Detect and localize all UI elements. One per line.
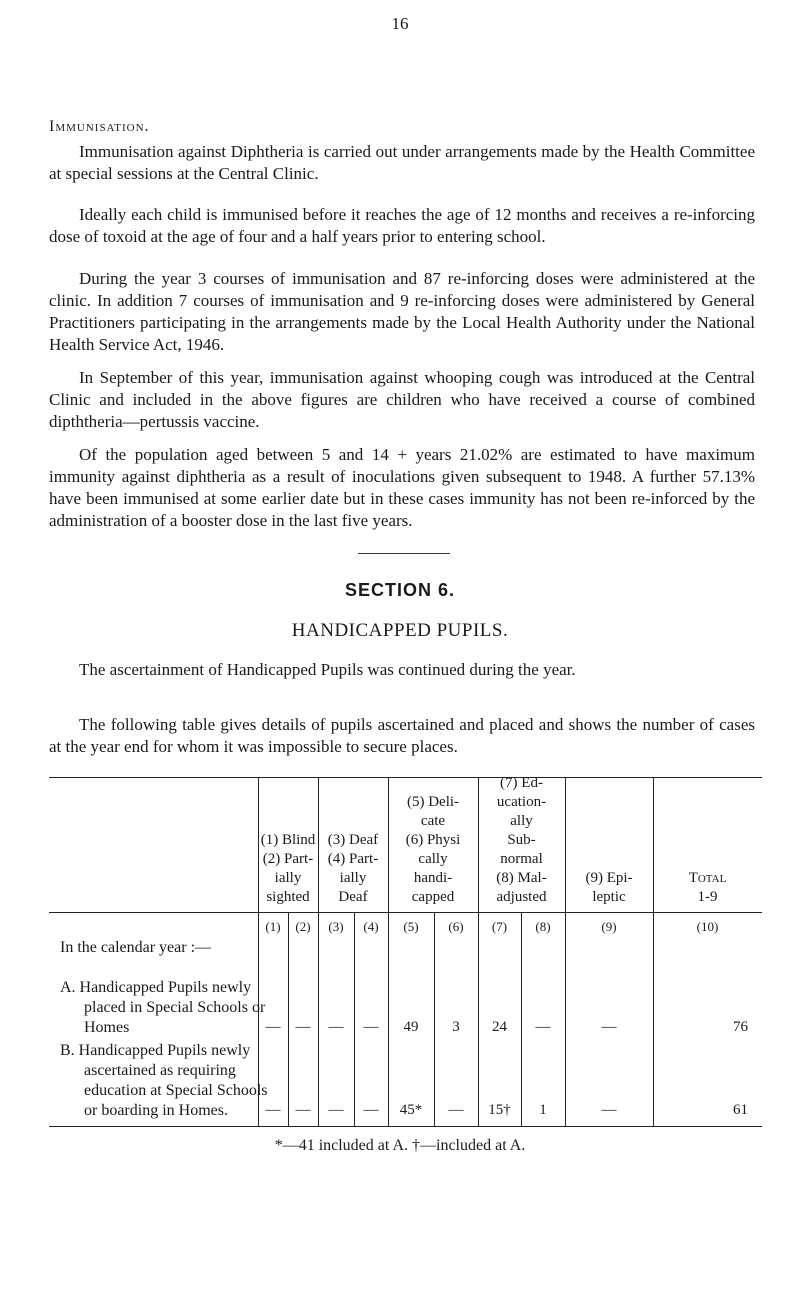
immunisation-paragraph-5: Of the population aged between 5 and 14 + years 21.02% are estimated to have maximum immunity against diphtheria as a result of inoculations given subsequent to 1948. A further 57.13% have been immunised at some earlier date but in these cases immunity has not been re-inforced by the administration of a booster dose in the last five years. (49, 445, 755, 530)
column-number: (8) (535, 919, 551, 934)
column-number: (2) (295, 919, 311, 934)
table-intro-label: In the calendar year :— (60, 939, 212, 956)
column-number: (10) (696, 919, 719, 934)
column-number: (9) (601, 919, 617, 934)
cell-a-2: — (295, 1019, 311, 1035)
immunisation-heading: Immunisation. (49, 118, 150, 135)
section-paragraph-1: The ascertainment of Handicapped Pupils was continued during the year. (79, 660, 576, 679)
table-bottom-rule (49, 1126, 762, 1127)
section-paragraph-2: The following table gives details of pupils ascertained and placed and shows the number of cases at the year end for whom it was impossible to secure places. (49, 715, 755, 756)
cell-a-5: 49 (403, 1019, 419, 1035)
cell-b-2: — (295, 1102, 311, 1118)
immunisation-paragraph-2: Ideally each child is immunised before it reaches the age of 12 months and receives a re-inforcing dose of toxoid at the age of four and a half years prior to entering school. (49, 205, 755, 246)
column-number: (7) (491, 919, 508, 934)
immunisation-paragraph-4: In September of this year, immunisation against whooping cough was introduced at the Central Clinic and included in the above figures are children who have received a course of combined dipththeria—pertussis vaccine. (49, 368, 755, 431)
cell-a-9: — (601, 1019, 617, 1035)
row-label-a: A. Handicapped Pupils newly placed in Special Schools or Homes (60, 979, 266, 1036)
cell-b-7: 15† (488, 1102, 511, 1118)
cell-a-8: — (535, 1019, 551, 1035)
cell-b-3: — (328, 1102, 344, 1118)
header-delicate-physically-handicapped: (5) Deli- cate (6) Physi cally handi- capped (405, 794, 461, 905)
header-blind: (1) Blind (2) Part- ially sighted (260, 832, 316, 905)
cell-b-9: — (601, 1102, 617, 1118)
header-epileptic: (9) Epi- leptic (585, 870, 633, 905)
cell-a-1: — (265, 1019, 281, 1035)
table-header-rule (49, 912, 762, 913)
cell-b-5: 45* (399, 1102, 423, 1118)
cell-b-6: — (448, 1102, 464, 1118)
column-number: (4) (363, 919, 379, 934)
header-deaf: (3) Deaf (4) Part- ially Deaf (327, 832, 379, 905)
cell-b-1: — (265, 1102, 281, 1118)
column-number: (5) (403, 919, 419, 934)
table-footnote: *—41 included at A. †—included at A. (274, 1137, 526, 1154)
table-top-rule (49, 777, 762, 778)
section-divider (358, 553, 450, 554)
immunisation-paragraph-3: During the year 3 courses of immunisation and 87 re-inforcing doses were administered at the clinic. In addition 7 courses of immunisation and 9 re-inforcing doses were administered by General Practitioners participating in the arrangements made by the Local Health Authority under the National Health Service Act, 1946. (49, 269, 755, 354)
cell-a-4: — (363, 1019, 379, 1035)
section-subheading: HANDICAPPED PUPILS. (291, 620, 509, 641)
cell-b-4: — (363, 1102, 379, 1118)
page-number: 16 (391, 14, 409, 33)
column-number: (3) (328, 919, 344, 934)
header-educationally-subnormal-maladjusted: (7) Ed- ucation- ally Sub- normal (8) Mal- adjusted (496, 775, 547, 905)
cell-a-7: 24 (492, 1019, 507, 1035)
row-label-b: B. Handicapped Pupils newly ascertained as requiring education at Special Schools or boarding in Homes. (60, 1042, 268, 1119)
cell-b-8: 1 (539, 1102, 547, 1118)
column-number: (6) (448, 919, 464, 934)
header-total: Total 1-9 (688, 870, 727, 905)
immunisation-paragraph-1: Immunisation against Diphtheria is carried out under arrangements made by the Health Committee at special sessions at the Central Clinic. (49, 142, 755, 183)
section-heading: SECTION 6. (344, 580, 456, 600)
cell-a-3: — (328, 1019, 344, 1035)
column-number: (1) (265, 919, 281, 934)
cell-a-6: 3 (452, 1019, 460, 1035)
